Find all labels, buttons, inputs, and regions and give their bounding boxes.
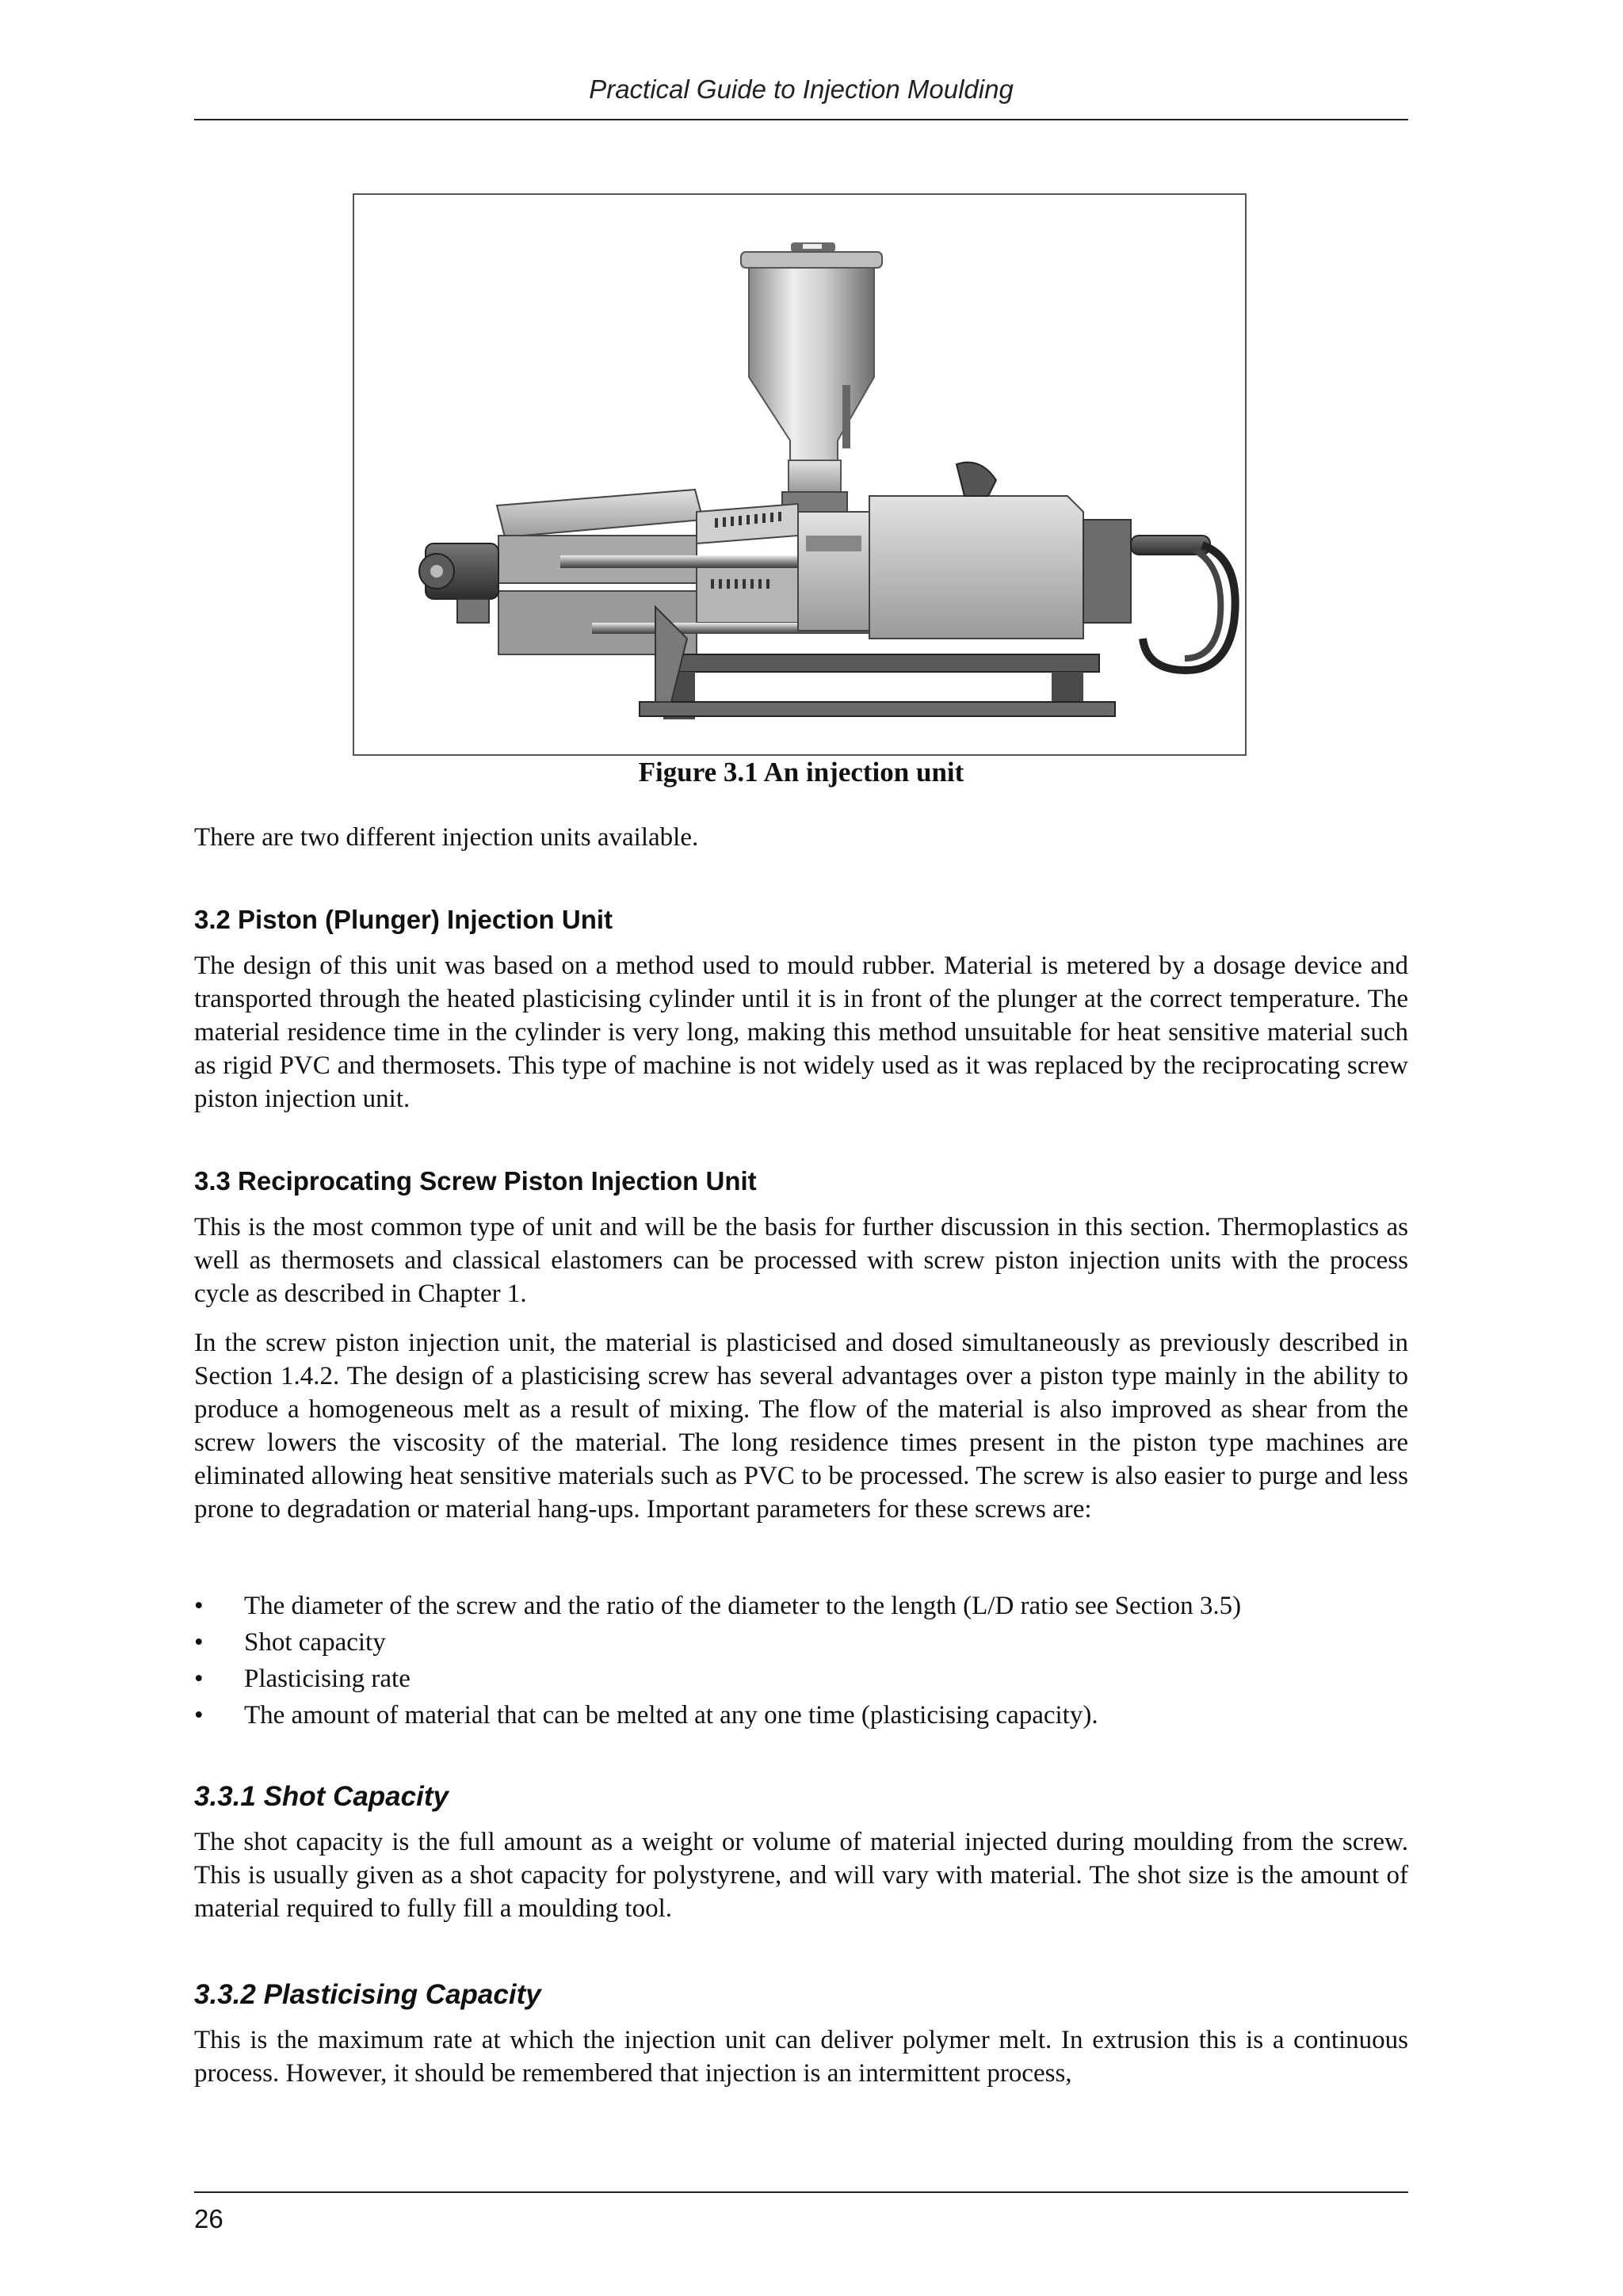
running-header: Practical Guide to Injection Moulding [589, 74, 1014, 104]
injection-unit-illustration [354, 195, 1245, 754]
list-item [194, 1661, 1408, 1697]
section-3-3-2-body: This is the maximum rate at which the injection unit can deliver polymer melt. In extrusion this is a continuous process. However, it should be remembered that injection is an intermittent process, [194, 2026, 1408, 2088]
section-3-3-1-heading: 3.3.1 Shot Capacity [194, 1781, 449, 1812]
bullet-marker: • [194, 1628, 204, 1657]
figure-image-frame [353, 193, 1247, 756]
section-3-2-body: The design of this unit was based on a method used to mould rubber. Material is metered by a dosage device and transported through the heated plasticising cylinder until it is in front of the plunger at the correct temperature. The material residence time in the cylinder is very long, making this method unsuitable for heat sensitive material such as rigid PVC and thermosets. This type of machine is not widely used as it was replaced by the reciprocating screw piston injection unit. [194, 952, 1408, 1113]
list-item-text: Shot capacity [244, 1628, 386, 1657]
list-item-text: Plasticising rate [244, 1665, 411, 1693]
page-number: 26 [194, 2204, 223, 2233]
section-3-3-body-1: This is the most common type of unit and will be the basis for further discussion in this section. Thermoplastics as well as thermosets and classical elastomers can be processed with screw piston injection units with the process cycle as described in Chapter 1. [194, 1213, 1408, 1308]
document-page [194, 0, 1408, 2296]
feed-block [798, 512, 869, 631]
section-3-2-heading: 3.2 Piston (Plunger) Injection Unit [194, 905, 613, 934]
list-item [194, 1588, 1408, 1624]
bullet-marker: • [194, 1701, 204, 1730]
list-item [194, 1697, 1408, 1733]
header-rule [194, 119, 1408, 120]
parameter-list [194, 1588, 1408, 1733]
section-3-3-body-2: In the screw piston injection unit, the material is plasticised and dosed simultaneously as previously described in Section 1.4.2. The design of a plasticising screw has several advantages over a piston type mainly in the ability to produce a homogeneous melt as a result of mixing. The flow of the material is also improved as shear from the screw lowers the viscosity of the material. The long residence times present in the piston type machines are eliminated allowing heat sensitive materials such as PVC to be processed. The screw is also easier to purge and less prone to degradation or material hang-ups. Important parameters for these screws are: [194, 1329, 1408, 1524]
intro-paragraph: There are two different injection units available. [194, 823, 699, 852]
list-item [194, 1624, 1408, 1661]
list-item-text: The diameter of the screw and the ratio of the diameter to the length (L/D ratio see Section 3.5) [244, 1592, 1242, 1620]
bullet-marker: • [194, 1665, 204, 1693]
section-3-3-1-body: The shot capacity is the full amount as a weight or volume of material injected during moulding from the screw. This is usually given as a shot capacity for polystyrene, and will vary with material. The shot size is the amount of material required to fully fill a moulding tool. [194, 1828, 1408, 1923]
list-item-text: The amount of material that can be melted at any one time (plasticising capacity). [244, 1701, 1098, 1730]
drive-housing [869, 463, 1235, 671]
section-3-3-2-heading: 3.3.2 Plasticising Capacity [194, 1979, 541, 2010]
bullet-marker: • [194, 1592, 204, 1620]
nozzle-assembly [419, 543, 498, 623]
section-3-3-heading: 3.3 Reciprocating Screw Piston Injection Unit [194, 1166, 757, 1196]
figure-caption: Figure 3.1 An injection unit [638, 757, 964, 788]
footer-rule [194, 2191, 1408, 2193]
hopper [741, 242, 882, 516]
